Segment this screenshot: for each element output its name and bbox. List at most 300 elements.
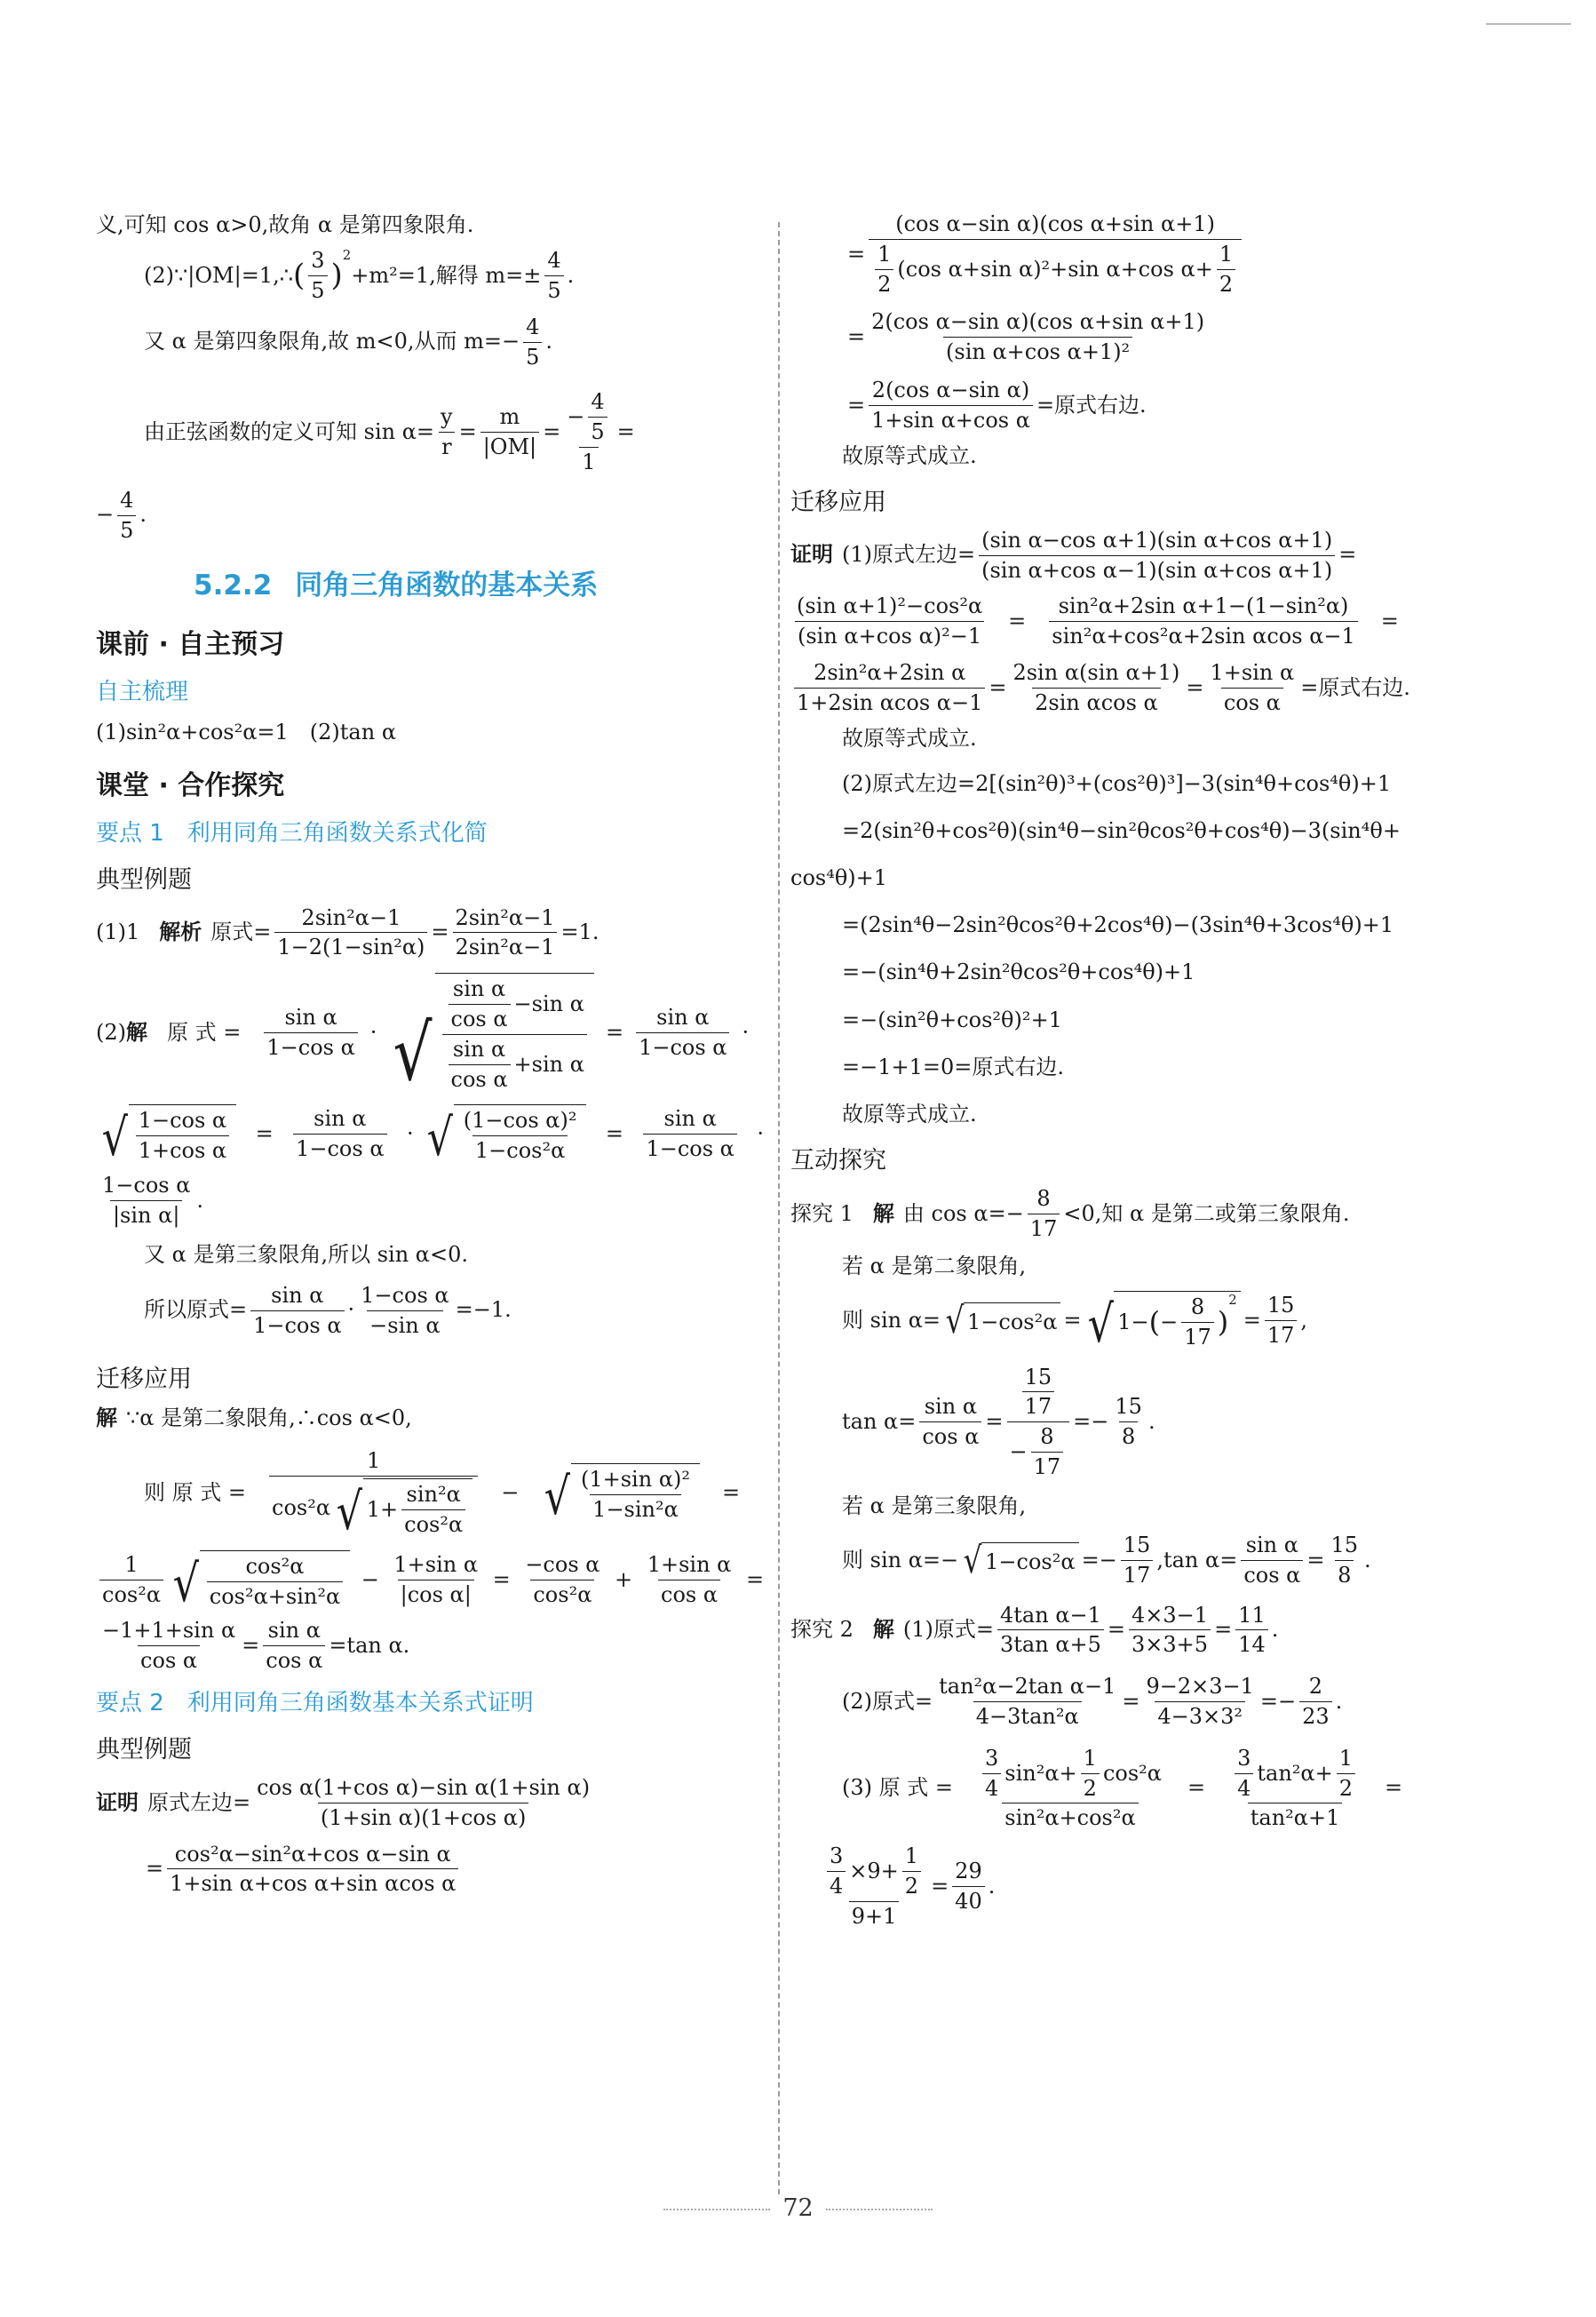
denominator: −sin α: [367, 1310, 442, 1339]
square-root: [333, 1478, 472, 1542]
subheading-yaodian-2: 要点 2 利用同角三角函数基本关系式证明: [96, 1690, 534, 1717]
radicand: [571, 1463, 700, 1523]
text-line: [790, 817, 1501, 845]
fraction: [1143, 1674, 1256, 1730]
square-root: [541, 1463, 700, 1527]
fraction: [1337, 1746, 1355, 1802]
numerator: sin α: [656, 1004, 710, 1030]
denominator: (sin α+cos α+1)²: [943, 337, 1132, 365]
text-line: [790, 912, 1501, 939]
text: 若 α 是第三象限角,: [842, 1493, 1027, 1518]
fraction: [358, 1283, 451, 1339]
equation-line: 探究 2 解 (1)原式= $\frac{\text{4tan α−1}}{\text{3tan α+5}}$ = $\frac{4\times 3-1}{3\times 3+5}$ = $\frac{11}{14}$ .: [790, 1602, 1279, 1658]
denominator: cos α: [1241, 1560, 1303, 1588]
spacer: [96, 1269, 764, 1283]
equation-line: (2)∵|OM|=1,∴ ( $\frac{3}{5}$ ) 2 +m²=1,解得 m=± $\frac{4}{5}$ .: [144, 247, 575, 303]
equation-line: = $\frac{\text{2(cos α−sin α)(cos α+sin α+1)}}{\text{(sin α+cos α+1)²}}$: [790, 309, 1501, 365]
fraction: [1235, 1746, 1253, 1802]
radical-sign: √: [336, 1482, 363, 1542]
denominator: sin²α+cos²α+2sin αcos α−1: [1049, 621, 1358, 649]
text: 所以原式=: [144, 1297, 248, 1323]
numerator: 1: [904, 1843, 919, 1869]
text: =−1.: [455, 1297, 512, 1323]
text: 探究 1: [790, 1200, 854, 1226]
spacer: [96, 1538, 764, 1550]
numerator: 2(cos α−sin α): [871, 377, 1030, 402]
radical-sign: √: [963, 1538, 982, 1581]
text-line: [790, 959, 1501, 986]
denominator: 1: [579, 447, 598, 475]
numerator: 3: [311, 248, 325, 274]
denominator: 3tan α+5: [997, 1629, 1104, 1658]
denominator: 1−cos α: [264, 1032, 357, 1061]
numerator: 29: [955, 1859, 982, 1884]
radicand: [129, 1104, 236, 1164]
text-line: [96, 1241, 764, 1269]
denominator: 1−cos α: [636, 1032, 729, 1061]
denominator: 8: [1335, 1560, 1354, 1588]
square-root: [943, 1298, 1060, 1342]
subheading-yaodian-1: 要点 1 利用同角三角函数关系式化简: [96, 819, 488, 847]
text: 探究 2: [790, 1617, 854, 1643]
text: 原 式 =: [167, 1019, 242, 1045]
numerator: 4×3−1: [1131, 1602, 1209, 1628]
text: 则 sin α=: [842, 1307, 941, 1333]
text: .: [1271, 1617, 1279, 1643]
numerator: 1−cos α: [361, 1282, 449, 1308]
square-root: [961, 1538, 1078, 1581]
fraction: [1121, 1533, 1154, 1588]
numerator: cos²α−sin²α+cos α−sin α: [174, 1841, 451, 1867]
paren: (: [292, 258, 306, 294]
denominator: 1−2(1−sin²α): [274, 932, 427, 960]
text: (cos α+sin α)²+sin α+cos α+: [897, 256, 1213, 282]
numerator: 15: [1266, 1293, 1295, 1318]
denominator: 1+2sin αcos α−1: [794, 688, 985, 716]
text-line: [96, 211, 764, 239]
radicand: 1− ( − $\frac{8}{17}$ ) 2: [1114, 1291, 1240, 1350]
text: =tan α.: [329, 1633, 410, 1659]
denominator: 3×3+5: [1129, 1629, 1211, 1658]
text-line: [790, 1493, 1501, 1520]
numerator: (cos α−sin α)(cos α+sin α+1): [895, 211, 1215, 236]
spacer: [790, 1658, 1501, 1674]
numerator: 1: [124, 1551, 139, 1577]
numerator: m: [499, 404, 520, 430]
spacer: [790, 297, 1501, 309]
equation-line: (2)原式= $\frac{\text{tan²α−2tan α−1}}{\text{4−3tan²α}}$ = $\frac{9-2\times 3-1}{\text{4−3×3²}}$ =− $\frac{2}{23}$ .: [842, 1674, 1343, 1729]
numerator: 15: [1123, 1532, 1151, 1557]
denominator: 17: [1031, 1452, 1064, 1480]
text: ,: [1300, 1307, 1308, 1333]
text-line: [790, 770, 1501, 798]
numerator: cos²α: [245, 1553, 305, 1579]
spacer: [790, 716, 1501, 725]
text: −: [567, 404, 585, 430]
fraction: [564, 389, 613, 474]
text-line: [790, 1007, 1501, 1034]
fraction: [438, 404, 456, 460]
denominator: 9+1: [849, 1901, 900, 1930]
denominator: 1−cos α: [643, 1134, 736, 1162]
spacer: [96, 960, 764, 973]
numerator: sin α: [452, 1036, 506, 1062]
text: .: [988, 1873, 996, 1899]
numerator: [442, 976, 587, 1034]
denominator: cos²α: [99, 1580, 163, 1608]
fraction: [794, 660, 985, 716]
numerator: 15: [1330, 1532, 1359, 1557]
text: (2)∵|OM|=1,∴: [144, 262, 293, 288]
numerator: 15: [1024, 1364, 1052, 1389]
text: 原式左边=: [147, 1789, 251, 1815]
fraction: [461, 1108, 580, 1164]
text: .: [1147, 1409, 1155, 1435]
text-line: [790, 1054, 1501, 1081]
page-footer: [0, 2194, 1596, 2222]
fraction: [645, 1552, 734, 1608]
equation-line: [96, 1775, 764, 1831]
fraction: [99, 1552, 163, 1608]
fraction: [1129, 1603, 1211, 1659]
text: (2)原式左边=2[(sin²θ)³+(cos²θ)³]−3(sin⁴θ+cos⁴θ)+1: [842, 770, 1392, 796]
denominator: 1−cos²α: [472, 1135, 568, 1164]
text-line: [790, 864, 1501, 892]
section-title-text: 同角三角函数的基本关系: [295, 569, 599, 602]
numerator: 8: [1036, 1186, 1051, 1212]
fraction: [99, 1173, 193, 1229]
text: =−(sin²θ+cos²θ)²+1: [842, 1007, 1062, 1032]
top-edge-line: [1486, 23, 1571, 25]
numerator: [564, 389, 613, 447]
fraction: [308, 248, 327, 304]
spacer: [96, 370, 764, 389]
right-column: [790, 211, 1501, 1930]
denominator: 17: [1265, 1320, 1298, 1349]
numerator: [1016, 1365, 1061, 1422]
subheading-zizhu: 自主梳理: [96, 679, 189, 706]
numerator: 4: [120, 487, 134, 513]
spacer: [790, 365, 1501, 378]
square-root: [99, 1104, 236, 1168]
section-number: 5.2.2: [194, 569, 273, 602]
denominator: 5: [308, 275, 327, 304]
text: =(2sin⁴θ−2sin²θcos²θ+2cos⁴θ)−(3sin⁴θ+3cos⁴θ)+1: [842, 912, 1394, 938]
text: −: [1009, 1439, 1028, 1465]
numerator: sin α: [924, 1394, 978, 1420]
text: (1)原式左边=: [842, 542, 976, 568]
text-line: [790, 725, 1501, 752]
fraction: [1031, 1424, 1064, 1480]
equation-line: 由正弦函数的定义可知 sin α= $\frac{y}{r}$ = $\frac{m}{|OM|}$ = − $\frac{4}{5}$ 1 =: [144, 389, 635, 474]
fraction: [902, 1843, 921, 1899]
denominator: tan²α+1: [1248, 1803, 1343, 1831]
keyword-solution: 解: [126, 1019, 147, 1045]
fraction: [523, 315, 542, 370]
fraction: [976, 1746, 1164, 1831]
numerator: 9−2×3−1: [1146, 1674, 1254, 1700]
square-root: [1084, 1291, 1241, 1355]
text: (1)原式=: [902, 1617, 995, 1643]
denominator: [869, 239, 1242, 298]
fraction: [1181, 1294, 1214, 1350]
text: 又 α 是第三象限角,所以 sin α<0.: [144, 1241, 469, 1267]
denominator: 23: [1299, 1701, 1332, 1730]
spacer: [790, 434, 1501, 442]
fraction: [979, 528, 1335, 584]
equation-line: √ $\frac{\text{1−cos α}}{\text{1+cos α}}$ = $\frac{\text{sin α}}{\text{1−cos α}}$ · √ $\frac{\text{(1−cos α)²}}{\text{1−cos²α}}$ = $\frac{\text{sin α}}{\text{1−cos α}}$ ·: [96, 1104, 764, 1164]
spacer: [790, 1588, 1501, 1603]
text: ∵α 是第二象限角,∴cos α<0,: [126, 1405, 412, 1431]
spacer: [96, 304, 764, 315]
footer-ornament: [663, 2209, 770, 2210]
spacer: [790, 1520, 1501, 1533]
numerator: sin α: [314, 1106, 367, 1132]
numerator: (1−cos α)²: [463, 1108, 577, 1134]
fraction: [588, 389, 607, 445]
text: sin²α+: [1004, 1760, 1077, 1786]
numerator: sin²α+2sin α+1−(1−sin²α): [1058, 593, 1349, 619]
text: 又 α 是第四象限角,故 m<0,从而 m=−: [144, 329, 520, 354]
denominator: (1+sin α)(1+cos α): [318, 1803, 529, 1831]
fraction: [1228, 1746, 1362, 1831]
denominator: [269, 1476, 478, 1542]
denominator: 40: [952, 1886, 985, 1915]
fraction: [264, 1005, 357, 1061]
numerator: 3: [985, 1745, 999, 1771]
denominator: 4: [1235, 1773, 1253, 1802]
text: ,tan α=: [1156, 1547, 1238, 1573]
text: 故原等式成立.: [842, 1102, 977, 1127]
fraction: [821, 1843, 927, 1929]
numerator: sin α: [271, 1282, 324, 1308]
numerator: y: [441, 404, 453, 430]
numerator: [976, 1746, 1164, 1803]
text: −: [96, 502, 115, 528]
fraction: [167, 1842, 458, 1898]
fraction: [997, 1603, 1104, 1659]
fraction: [263, 1618, 325, 1674]
text: cos⁴θ)+1: [790, 865, 888, 891]
text: tan α=: [842, 1409, 917, 1435]
numerator: 1: [1219, 241, 1234, 267]
footer-ornament: [826, 2209, 933, 2210]
text: (2): [96, 1019, 126, 1045]
denominator: cos²α: [530, 1580, 594, 1608]
equation-line: (1)1 解析 原式= $\frac{\text{2sin²α−1}}{\text{1−2(1−sin²α)}}$ = $\frac{\text{2sin²α−1}}{\text{2sin²α−1}}$ =1.: [96, 904, 599, 960]
subheading-typical-example: 典型例题: [96, 865, 192, 894]
fraction: [869, 378, 1033, 434]
text: +sin α: [513, 1051, 584, 1077]
subheading-interactive: 互动探究: [790, 1147, 886, 1175]
fraction: [869, 211, 1242, 297]
equation-line: (3) 原 式 = $\frac{3}{4}$ sin²α+ $\frac{1}{2}$ cos²α sin²α+cos²α = $\frac{3}{4}$ tan²α+ $\frac{1}{2}$ tan²α+1 =: [842, 1745, 1403, 1831]
spacer: [96, 1432, 764, 1448]
numerator: 1: [877, 241, 892, 267]
denominator: 5: [523, 342, 542, 370]
spacer: [790, 583, 1501, 593]
radical-sign: √: [1087, 1294, 1114, 1355]
numerator: [1228, 1746, 1362, 1803]
denominator: |sin α|: [110, 1200, 182, 1229]
text: (1)sin²α+cos²α=1 (2)tan α: [96, 720, 397, 745]
numerator: 2sin²α−1: [301, 904, 401, 930]
fraction: [453, 905, 558, 961]
fraction: [136, 1108, 229, 1164]
text: 则 sin α=−: [842, 1547, 959, 1573]
text: 由正弦函数的定义可知 sin α=: [144, 418, 435, 444]
section-title: [96, 562, 764, 602]
denominator: 1+sin α+cos α+sin αcos α: [167, 1868, 458, 1897]
text: ×9+: [849, 1859, 899, 1884]
radicand: [363, 1478, 472, 1538]
fraction: [1028, 1186, 1060, 1242]
fraction: [293, 1106, 386, 1162]
fraction: [1112, 1394, 1145, 1450]
text: 义,可知 cos α>0,故角 α 是第四象限角.: [96, 212, 474, 237]
fraction: [391, 1552, 480, 1608]
text: −sin α: [513, 991, 584, 1017]
fraction: [442, 976, 587, 1092]
numerator: (1+sin α)²: [581, 1467, 691, 1493]
equation-line: tan α= $\frac{\text{sin α}}{\text{cos α}}$ = $\frac{15}{17}$ − $\frac{8}{17}$ =− $\frac{15}{8}$ .: [842, 1364, 1155, 1479]
numerator: 2: [1308, 1674, 1322, 1700]
equation-line: = $\frac{\text{cos²α−sin²α+cos α−sin α}}{\text{1+sin α+cos α+sin αcos α}}$: [96, 1842, 764, 1898]
equation-line: $\frac{\text{1−cos α}}{\text{|sin α|}}$ .: [96, 1173, 764, 1229]
denominator: [1007, 1421, 1070, 1480]
fraction: [794, 593, 985, 649]
fraction: [401, 1482, 465, 1538]
text: 故原等式成立.: [842, 442, 977, 468]
denominator: 4: [827, 1871, 846, 1899]
denominator: cos α: [1221, 688, 1283, 716]
equation-line: 则 sin α=− √ 1−cos²α =− $\frac{15}{17}$ ,tan α= $\frac{\text{sin α}}{\text{cos α}}$ = $\frac{15}{8}$ .: [842, 1532, 1371, 1588]
fraction: [522, 1552, 602, 1608]
numerator: sin α: [267, 1618, 321, 1644]
text: =−(sin⁴θ+2sin²θcos²θ+cos⁴θ)+1: [842, 959, 1195, 985]
text: .: [1364, 1547, 1371, 1573]
numerator: 4: [591, 389, 605, 415]
text: =原式右边.: [1300, 674, 1410, 700]
numerator: 1+sin α: [393, 1551, 479, 1577]
fraction: [869, 309, 1207, 365]
spacer: [790, 1480, 1501, 1493]
spacer: [96, 475, 764, 488]
numerator: 8: [1040, 1424, 1054, 1450]
denominator: cos α: [658, 1580, 720, 1608]
radicand: [454, 1104, 587, 1164]
fraction: [936, 1674, 1118, 1730]
text: 1−: [1117, 1309, 1149, 1334]
subheading-typical-example: 典型例题: [96, 1736, 192, 1764]
denominator: 8: [1119, 1421, 1138, 1450]
numerator: −cos α: [525, 1551, 600, 1577]
spacer: [790, 649, 1501, 660]
numerator: sin α: [452, 976, 506, 1002]
denominator: sin²α+cos²α: [1002, 1803, 1138, 1831]
keyword-analysis: 解析: [159, 920, 202, 945]
numerator: 2sin²α−1: [455, 904, 555, 930]
text: tan²α+: [1257, 1760, 1333, 1786]
fraction: [254, 1775, 592, 1831]
fraction: [1049, 593, 1358, 649]
fraction: [643, 1106, 736, 1162]
equation-line: 则 sin α= √ 1−cos²α = √ 1− ( − $\frac{8}{17}$ ) 2 = $\frac{15}{17}$ ,: [842, 1292, 1308, 1355]
numerator: 4: [547, 248, 561, 274]
radicand: [200, 1550, 350, 1610]
paren: ): [330, 258, 343, 294]
fraction: [480, 404, 539, 460]
denominator: |OM|: [480, 432, 539, 460]
denominator: cos α: [263, 1645, 325, 1674]
spacer: [790, 1350, 1501, 1365]
numerator: 4: [526, 314, 540, 339]
denominator: 14: [1235, 1629, 1268, 1658]
fraction: [449, 976, 511, 1032]
fraction: [117, 488, 136, 544]
text: (2)原式=: [842, 1688, 933, 1714]
denominator: 1−cos α: [250, 1310, 344, 1339]
fraction: [274, 905, 427, 961]
equation-line: $\frac{\text{(sin α+1)²−cos²α}}{\text{(sin α+cos α)²−1}}$ = $\frac{\text{sin²α+2sin α+1−(1−sin²α)}}{\text{sin²α+cos²α+2sin αcos α−1}}$ =: [790, 593, 1501, 649]
numerator: 1+sin α: [1210, 659, 1295, 685]
fraction: [1265, 1293, 1298, 1349]
text: 则 原 式 =: [144, 1480, 246, 1506]
subheading-transfer: 迁移应用: [790, 488, 886, 516]
fraction: [919, 1394, 981, 1450]
radical-sign: √: [101, 1108, 129, 1168]
denominator: (sin α+cos α)²−1: [795, 621, 984, 649]
denominator: r: [439, 432, 454, 460]
text-line: [96, 719, 764, 746]
numerator: [821, 1843, 927, 1901]
denominator: 1−cos α: [293, 1134, 386, 1162]
denominator: cos α: [138, 1645, 200, 1674]
equation-line: = $\frac{\text{2(cos α−sin α)}}{\text{1+sin α+cos α}}$ =原式右边.: [847, 377, 1147, 433]
equation-line: $\frac{3}{4}$ ×9+ $\frac{1}{2}$ 9+1 = $\frac{29}{40}$ .: [790, 1843, 1501, 1929]
fraction: [982, 1746, 1001, 1802]
square-root: [424, 1104, 586, 1168]
equation-line: − $\frac{4}{5}$ .: [96, 487, 147, 543]
keyword-solution: 解: [96, 1405, 117, 1431]
fraction: [269, 1448, 478, 1542]
numerator: 8: [1190, 1294, 1205, 1320]
denominator: 4−3×3²: [1155, 1701, 1245, 1730]
denominator: 1−sin²α: [590, 1494, 681, 1523]
radicand: [435, 973, 594, 1092]
text: +m²=1,解得 m=±: [351, 262, 542, 288]
denominator: 1+sin α+cos α: [869, 405, 1033, 434]
text: =2(sin²θ+cos²θ)(sin⁴θ−sin²θcos²θ+cos⁴θ)−3(sin⁴θ+: [842, 817, 1401, 843]
keyword-solution: 解: [872, 1617, 894, 1643]
text: .: [1335, 1688, 1343, 1714]
fraction: [544, 248, 563, 304]
numerator: (sin α+1)²−cos²α: [797, 593, 983, 619]
denominator: cos α: [919, 1421, 981, 1450]
text: 原式=: [210, 920, 272, 945]
denominator: 5: [117, 515, 136, 544]
spacer: [96, 1831, 764, 1842]
spacer: [790, 1831, 1501, 1843]
denominator: 17: [1121, 1560, 1154, 1588]
denominator: (sin α+cos α−1)(sin α+cos α+1): [979, 555, 1335, 584]
denominator: 5: [544, 275, 563, 304]
text-line: [790, 442, 1501, 470]
equation-line: (2) 解 原 式 = $\frac{\text{sin α}}{\text{1−cos α}}$ · √ $\frac{\text{sin α}}{\text{cos α}}$ −sin α $\frac{\text{sin α}}{\text{cos α}}$ +sin α = $\frac{\text{sin α}}{\text{1−cos α}}$ ·: [96, 973, 764, 1092]
subheading-transfer: 迁移应用: [96, 1366, 192, 1394]
square-root: [170, 1550, 350, 1613]
denominator: cos α: [449, 1004, 511, 1032]
